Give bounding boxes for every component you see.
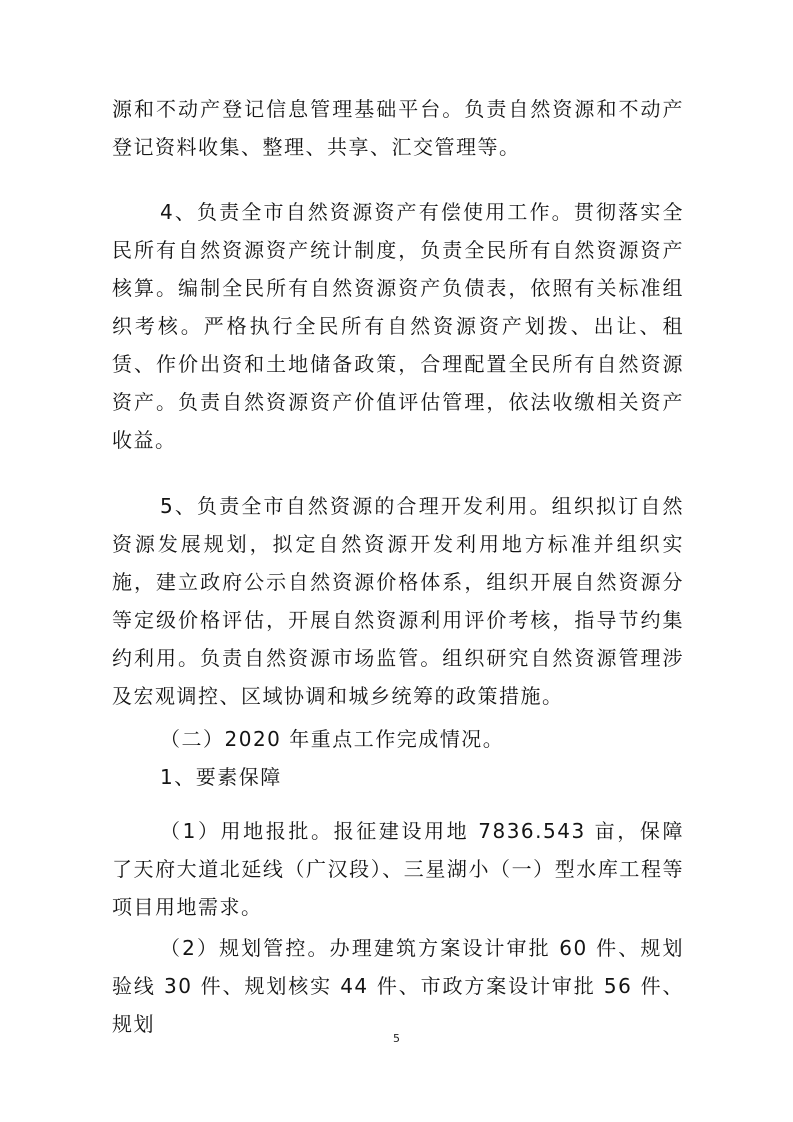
subheading-factor-guarantee: 1、要素保障: [160, 765, 282, 789]
paragraph-continuation: 源和不动产登记信息管理基础平台。负责自然资源和不动产登记资料收集、整理、共享、汇交管理等。: [112, 97, 684, 159]
paragraph-item-4: 4、负责全市自然资源资产有偿使用工作。贯彻落实全民所有自然资源资产统计制度，负责全民所有自然资源资产核算。编制全民所有自然资源资产负债表，依照有关标准组织考核。严格执行全民所有自然资源资产划拨、出让、租赁、作价出资和土地储备政策，合理配置全民所有自然资源资产。负责自然资源资产价值评估管理，依法收缴相关资产收益。: [112, 200, 684, 452]
section-heading-2020-work: （二）2020 年重点工作完成情况。: [160, 727, 505, 751]
page-number: 5: [393, 1032, 400, 1045]
paragraph-item-5: 5、负责全市自然资源的合理开发利用。组织拟订自然资源发展规划，拟定自然资源开发利用地方标准并组织实施，建立政府公示自然资源价格体系，组织开展自然资源分等定级价格评估，开展自然资源利用评价考核，指导节约集约利用。负责自然资源市场监管。组织研究自然资源管理涉及宏观调控、区域协调和城乡统筹的政策措施。: [112, 494, 684, 708]
paragraph-land-approval: （1）用地报批。报征建设用地 7836.543 亩，保障了天府大道北延线（广汉段）、三星湖小（一）型水库工程等项目用地需求。: [112, 819, 684, 919]
paragraph-planning-control: （2）规划管控。办理建筑方案设计审批 60 件、规划验线 30 件、规划核实 44 件、市政方案设计审批 56 件、规划: [112, 936, 684, 1036]
